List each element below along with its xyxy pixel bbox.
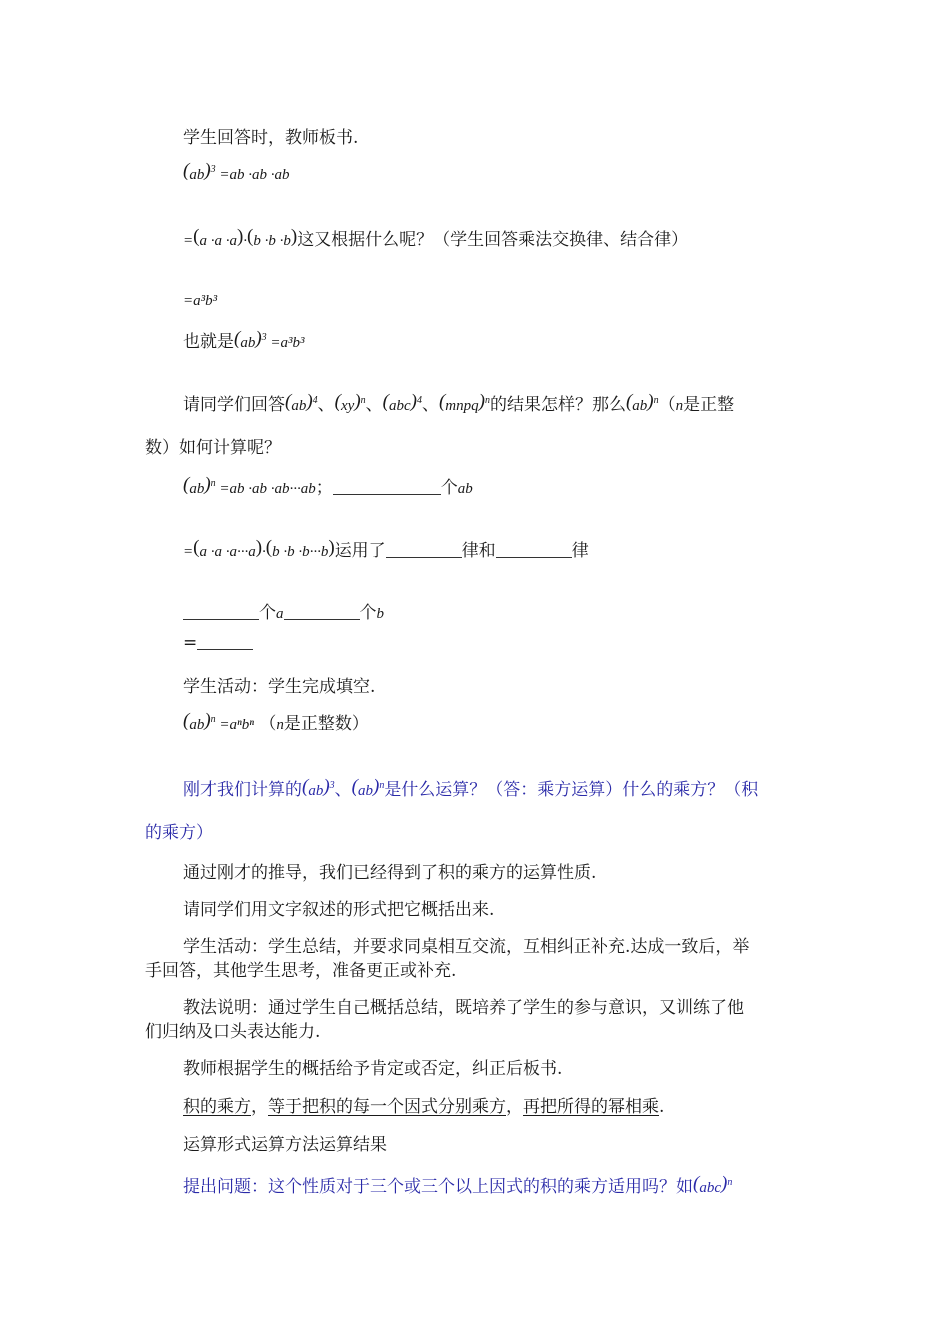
question-operation: 刚才我们计算的(ab)$^3$、(ab)$^n$是什么运算？（答：乘方运算）什么的乘方？（积: [183, 776, 759, 800]
paragraph-activity-2-cont: 手回答，其他学生思考，准备更正或补充.: [145, 961, 457, 981]
formula-n-regroup: =(a ·a ·a···a)·(b ·b ·b···b)运用了 律和 律: [183, 537, 589, 561]
factor-counts: 个a 个b: [183, 602, 384, 625]
paragraph-activity-1: 学生活动：学生完成填空.: [183, 677, 376, 697]
formula-n-expand: (ab)$^n$ =ab ·ab ·ab···ab； 个ab: [183, 474, 473, 498]
fill-blank-result[interactable]: [197, 633, 253, 650]
formula-cube-expand: (ab)$^3$ =ab ·ab ·ab: [183, 160, 290, 183]
formula-regroup: =(a ·a ·a)·(b ·b ·b)这又根据什么呢？（学生回答乘法交换律、结合律）: [183, 226, 689, 250]
fill-blank-count-b[interactable]: [284, 603, 360, 620]
fill-blank-count-ab[interactable]: [333, 478, 441, 495]
formula-result: =a³b³: [183, 293, 218, 309]
paragraph-summarize: 请同学们用文字叙述的形式把它概括出来.: [183, 900, 495, 920]
paragraph-1: 学生回答时，教师板书.: [183, 128, 359, 148]
paragraph-method-cont: 们归纳及口头表达能力.: [145, 1022, 321, 1042]
rule-labels: 运算形式运算方法运算结果: [183, 1135, 387, 1155]
paragraph-teacher: 教师根据学生的概括给予肯定或否定，纠正后板书.: [183, 1059, 563, 1079]
fill-blank-count-a[interactable]: [183, 603, 259, 620]
paragraph-derivation: 通过刚才的推导，我们已经得到了积的乘方的运算性质.: [183, 863, 597, 883]
fill-blank-law-2[interactable]: [496, 541, 572, 558]
question-three-factors: 提出问题：这个性质对于三个或三个以上因式的积的乘方适用吗？如(abc)$^n$: [183, 1173, 733, 1197]
paragraph-activity-2: 学生活动：学生总结，并要求同桌相互交流，互相纠正补充.达成一致后，举: [183, 937, 750, 957]
formula-n-result: =: [183, 632, 253, 654]
paragraph-method: 教法说明：通过学生自己概括总结，既培养了学生的参与意识，又训练了他: [183, 998, 744, 1018]
rule-statement: 积的乘方，等于把积的每一个因式分别乘方，再把所得的幂相乘.: [183, 1097, 665, 1117]
formula-rule: (ab)$^n$ =aⁿbⁿ （n是正整数）: [183, 710, 369, 734]
question-powers-cont: 数）如何计算呢？: [145, 438, 281, 458]
question-powers: 请同学们回答(ab)$^4$、(xy)$^n$、(abc)$^4$、(mnpq)$^n$的结果怎样？那么(ab)$^n$（n是正整: [183, 391, 735, 415]
formula-summary: 也就是(ab)$^3$ =a³b³: [183, 328, 305, 352]
question-operation-cont: 的乘方）: [145, 823, 213, 843]
fill-blank-law-1[interactable]: [386, 541, 462, 558]
